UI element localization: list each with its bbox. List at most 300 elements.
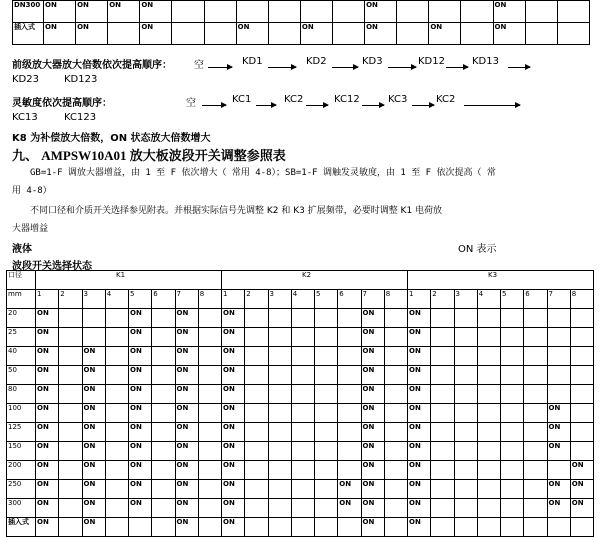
switch-state-cell: ON <box>222 347 245 366</box>
switch-state-cell <box>477 366 500 385</box>
table-row <box>7 442 594 461</box>
switch-state-cell <box>454 518 477 537</box>
table-cell: ON <box>76 23 108 45</box>
table-row <box>7 404 594 423</box>
switch-state-cell <box>384 442 407 461</box>
switch-state-cell <box>501 309 524 328</box>
gb-note-line2: 用 4-8） <box>12 186 52 196</box>
switch-state-cell <box>501 461 524 480</box>
amp-order-item-1: KD1 <box>242 56 263 67</box>
table-row <box>7 385 594 404</box>
switch-state-cell <box>338 404 361 423</box>
band-label: 波段开关选择状态 <box>12 261 92 272</box>
switch-state-cell <box>384 423 407 442</box>
switch-state-cell: ON <box>222 461 245 480</box>
table-cell <box>300 1 332 23</box>
switch-state-cell <box>198 347 221 366</box>
switch-state-cell <box>291 480 314 499</box>
switch-state-cell: ON <box>36 480 59 499</box>
table-row <box>7 423 594 442</box>
switch-state-cell: ON <box>361 347 384 366</box>
arrow-icon <box>268 67 296 68</box>
switch-state-cell <box>315 423 338 442</box>
size-cell: 125 <box>7 423 36 442</box>
switch-state-cell <box>431 366 454 385</box>
switch-state-cell: ON <box>408 366 431 385</box>
switch-state-cell: ON <box>175 328 198 347</box>
switch-state-cell <box>291 461 314 480</box>
switch-state-cell <box>431 309 454 328</box>
table-cell <box>172 23 204 45</box>
switch-state-cell: ON <box>82 480 105 499</box>
switch-number-cell: 5 <box>501 290 524 309</box>
switch-state-cell: ON <box>361 404 384 423</box>
sens-order-item-6: KC13 <box>12 112 38 123</box>
switch-state-cell: ON <box>36 461 59 480</box>
switch-number-cell: 8 <box>198 290 221 309</box>
switch-state-cell <box>524 423 547 442</box>
switch-state-cell: ON <box>82 461 105 480</box>
switch-state-cell: ON <box>175 461 198 480</box>
switch-state-cell <box>105 404 128 423</box>
switch-state-cell <box>524 347 547 366</box>
switch-state-cell <box>524 480 547 499</box>
switch-state-cell <box>129 518 152 537</box>
liquid-label: 液体 <box>12 244 32 255</box>
arrow-icon <box>256 105 276 106</box>
switch-state-cell <box>152 347 175 366</box>
table-cell: ON <box>140 1 172 23</box>
switch-number-cell: 7 <box>175 290 198 309</box>
switch-state-cell <box>431 480 454 499</box>
switch-number-cell: 1 <box>36 290 59 309</box>
switch-number-cell: 1 <box>222 290 245 309</box>
col-header-k1: K1 <box>36 271 222 290</box>
switch-state-cell <box>198 499 221 518</box>
switch-state-cell <box>315 461 338 480</box>
switch-state-cell <box>570 385 593 404</box>
switch-number-cell: 3 <box>82 290 105 309</box>
switch-state-cell: ON <box>129 461 152 480</box>
table-cell <box>268 23 300 45</box>
switch-state-cell <box>59 480 82 499</box>
switch-state-cell <box>268 328 291 347</box>
section-title: 九、 AMPSW10A01 放大板波段开关调整参照表 <box>12 148 286 163</box>
switch-state-cell <box>291 404 314 423</box>
switch-state-cell <box>501 404 524 423</box>
switch-number-cell: 7 <box>361 290 384 309</box>
table-cell <box>397 23 429 45</box>
table-cell: ON <box>44 23 76 45</box>
switch-state-cell: ON <box>82 442 105 461</box>
switch-state-cell <box>524 309 547 328</box>
switch-state-cell <box>384 309 407 328</box>
switch-state-cell: ON <box>361 328 384 347</box>
table-row <box>7 347 594 366</box>
switch-number-cell: 7 <box>547 290 570 309</box>
switch-number-cell: 5 <box>315 290 338 309</box>
switch-state-cell <box>198 309 221 328</box>
switch-state-cell <box>570 404 593 423</box>
switch-state-cell <box>105 480 128 499</box>
switch-state-cell: ON <box>408 328 431 347</box>
switch-state-cell: ON <box>175 347 198 366</box>
switch-state-cell <box>570 442 593 461</box>
amp-order-item-6: KD23 <box>12 74 39 85</box>
k8-note: K8 为补偿放大倍数，ON 状态放大倍数增大 <box>12 133 211 144</box>
switch-state-cell <box>59 442 82 461</box>
table-row <box>7 309 594 328</box>
switch-state-cell <box>524 328 547 347</box>
switch-state-cell: ON <box>82 366 105 385</box>
top-switch-table <box>12 0 590 45</box>
switch-state-cell <box>384 404 407 423</box>
switch-state-cell: ON <box>175 423 198 442</box>
amp-order-item-7: KD123 <box>64 74 98 85</box>
switch-state-cell <box>477 328 500 347</box>
switch-state-cell <box>105 442 128 461</box>
switch-state-cell: ON <box>129 404 152 423</box>
switch-state-cell: ON <box>408 423 431 442</box>
arrow-icon <box>202 105 226 106</box>
switch-state-cell <box>59 461 82 480</box>
switch-state-cell <box>59 347 82 366</box>
switch-state-cell <box>59 423 82 442</box>
table-cell: ON <box>140 23 172 45</box>
switch-state-cell <box>268 404 291 423</box>
switch-state-cell: ON <box>129 328 152 347</box>
switch-state-cell: ON <box>222 309 245 328</box>
table-row <box>13 23 590 45</box>
switch-state-cell <box>315 518 338 537</box>
switch-state-cell: ON <box>175 404 198 423</box>
amp-order-item-5: KD13 <box>472 56 499 67</box>
amp-order-item-0: 空 <box>194 60 204 71</box>
switch-state-cell: ON <box>129 499 152 518</box>
switch-state-cell <box>105 461 128 480</box>
switch-state-cell: ON <box>36 499 59 518</box>
switch-state-cell <box>315 385 338 404</box>
table-cell <box>429 1 461 23</box>
switch-state-cell <box>454 366 477 385</box>
switch-state-cell: ON <box>129 442 152 461</box>
switch-state-cell: ON <box>361 518 384 537</box>
switch-state-cell <box>268 385 291 404</box>
switch-state-cell <box>105 328 128 347</box>
switch-state-cell <box>315 366 338 385</box>
switch-state-cell: ON <box>408 309 431 328</box>
switch-state-cell <box>384 328 407 347</box>
switch-state-cell: ON <box>175 309 198 328</box>
switch-state-cell: ON <box>547 423 570 442</box>
table-cell <box>204 1 236 23</box>
switch-state-cell: ON <box>361 385 384 404</box>
switch-state-cell <box>570 328 593 347</box>
switch-state-cell: ON <box>338 499 361 518</box>
switch-state-cell <box>291 518 314 537</box>
switch-state-cell: ON <box>361 461 384 480</box>
size-cell: 20 <box>7 309 36 328</box>
table-cell <box>268 1 300 23</box>
switch-state-cell: ON <box>547 404 570 423</box>
switch-state-cell <box>477 442 500 461</box>
switch-state-cell <box>245 442 268 461</box>
switch-state-cell: ON <box>547 480 570 499</box>
switch-state-cell <box>501 423 524 442</box>
switch-state-cell <box>454 347 477 366</box>
switch-state-cell: ON <box>36 347 59 366</box>
switch-state-cell <box>152 461 175 480</box>
switch-state-cell <box>245 404 268 423</box>
switch-state-cell <box>198 385 221 404</box>
size-cell: 150 <box>7 442 36 461</box>
switch-state-cell <box>82 328 105 347</box>
switch-state-cell <box>152 309 175 328</box>
switch-number-cell: 2 <box>431 290 454 309</box>
size-cell: 80 <box>7 385 36 404</box>
switch-state-cell <box>291 366 314 385</box>
table-cell <box>172 1 204 23</box>
switch-state-cell <box>338 309 361 328</box>
size-cell: 50 <box>7 366 36 385</box>
switch-number-cell: 4 <box>291 290 314 309</box>
switch-state-cell: ON <box>82 423 105 442</box>
switch-state-cell <box>152 423 175 442</box>
switch-state-cell <box>547 461 570 480</box>
switch-number-cell: 4 <box>105 290 128 309</box>
switch-state-cell <box>338 442 361 461</box>
unit-cell: mm <box>7 290 36 309</box>
switch-state-cell <box>152 442 175 461</box>
switch-state-cell <box>59 385 82 404</box>
switch-state-cell <box>431 461 454 480</box>
switch-state-cell <box>245 461 268 480</box>
switch-state-cell: ON <box>222 480 245 499</box>
switch-state-cell: ON <box>129 347 152 366</box>
switch-state-cell: ON <box>222 423 245 442</box>
switch-state-cell: ON <box>222 328 245 347</box>
switch-state-cell <box>501 347 524 366</box>
size-cell: 40 <box>7 347 36 366</box>
table-cell <box>557 1 589 23</box>
switch-state-cell <box>524 404 547 423</box>
switch-state-cell <box>82 309 105 328</box>
arrow-icon <box>388 67 416 68</box>
switch-state-cell <box>570 366 593 385</box>
switch-state-cell <box>291 499 314 518</box>
switch-state-cell: ON <box>361 366 384 385</box>
switch-state-cell <box>384 480 407 499</box>
switch-state-cell <box>338 423 361 442</box>
size-cell: 25 <box>7 328 36 347</box>
switch-number-cell: 6 <box>152 290 175 309</box>
switch-state-cell <box>338 366 361 385</box>
switch-state-cell: ON <box>361 480 384 499</box>
switch-state-cell <box>198 328 221 347</box>
switch-state-cell: ON <box>408 442 431 461</box>
table-cell <box>525 1 557 23</box>
switch-state-cell <box>268 309 291 328</box>
switch-state-cell: ON <box>338 480 361 499</box>
switch-state-cell <box>59 328 82 347</box>
switch-state-cell <box>384 347 407 366</box>
switch-state-cell <box>198 480 221 499</box>
amp-order-item-3: KD3 <box>362 56 383 67</box>
switch-state-cell <box>105 347 128 366</box>
switch-state-cell <box>477 385 500 404</box>
switch-state-cell <box>59 309 82 328</box>
switch-state-cell: ON <box>175 385 198 404</box>
switch-state-cell: ON <box>129 480 152 499</box>
sens-order-item-5: KC2 <box>436 94 456 105</box>
switch-state-cell: ON <box>222 518 245 537</box>
table-cell: ON <box>76 1 108 23</box>
table-cell: ON <box>365 23 397 45</box>
switch-state-cell <box>524 461 547 480</box>
switch-state-cell <box>477 404 500 423</box>
switch-state-cell <box>501 328 524 347</box>
table-row <box>7 461 594 480</box>
switch-state-cell <box>477 461 500 480</box>
sens-order-item-4: KC3 <box>388 94 408 105</box>
table-row <box>7 518 594 537</box>
switch-state-cell: ON <box>361 499 384 518</box>
switch-state-cell <box>454 423 477 442</box>
switch-number-cell: 5 <box>129 290 152 309</box>
switch-state-cell: ON <box>408 347 431 366</box>
switch-state-cell <box>547 328 570 347</box>
switch-state-cell <box>384 385 407 404</box>
switch-state-cell <box>245 347 268 366</box>
switch-state-cell: ON <box>129 309 152 328</box>
switch-state-cell <box>315 404 338 423</box>
row-label-cell: DN300 <box>13 1 44 23</box>
table-cell: ON <box>108 1 140 23</box>
switch-state-cell <box>105 385 128 404</box>
size-cell: 100 <box>7 404 36 423</box>
switch-state-cell: ON <box>175 442 198 461</box>
switch-state-cell <box>105 499 128 518</box>
sens-order-item-1: KC1 <box>232 94 252 105</box>
switch-state-cell <box>570 518 593 537</box>
switch-state-cell <box>384 366 407 385</box>
switch-state-cell <box>315 347 338 366</box>
switch-state-cell <box>454 328 477 347</box>
switch-state-cell <box>152 518 175 537</box>
switch-number-cell: 3 <box>268 290 291 309</box>
switch-state-cell: ON <box>36 404 59 423</box>
switch-state-cell <box>291 423 314 442</box>
arrow-icon <box>464 105 520 106</box>
sens-order-item-2: KC2 <box>284 94 304 105</box>
switch-state-cell <box>245 423 268 442</box>
sens-order-item-7: KC123 <box>64 112 97 123</box>
switch-state-cell: ON <box>361 442 384 461</box>
switch-state-cell <box>152 385 175 404</box>
switch-state-cell: ON <box>408 404 431 423</box>
col-header-size: 口径 <box>7 271 36 290</box>
switch-state-cell <box>268 366 291 385</box>
switch-state-cell: ON <box>36 442 59 461</box>
size-cell: 250 <box>7 480 36 499</box>
switch-state-cell <box>315 499 338 518</box>
sens-order-item-3: KC12 <box>334 94 360 105</box>
table-row <box>7 499 594 518</box>
switch-state-cell <box>152 499 175 518</box>
diff-note-line2: 大器增益 <box>12 224 49 234</box>
switch-state-cell: ON <box>129 423 152 442</box>
switch-state-cell <box>524 442 547 461</box>
col-header-k3: K3 <box>408 271 594 290</box>
switch-state-cell <box>501 442 524 461</box>
switch-state-cell: ON <box>82 518 105 537</box>
switch-state-cell <box>454 309 477 328</box>
switch-number-cell: 8 <box>570 290 593 309</box>
switch-state-cell <box>547 347 570 366</box>
switch-state-cell <box>454 442 477 461</box>
switch-state-cell <box>315 480 338 499</box>
row-label-cell: 插入式 <box>13 23 44 45</box>
table-row <box>7 480 594 499</box>
switch-state-cell <box>431 518 454 537</box>
switch-state-cell: ON <box>175 518 198 537</box>
on-label: ON 表示 <box>458 244 497 255</box>
arrow-icon <box>362 105 384 106</box>
switch-state-cell <box>501 518 524 537</box>
switch-state-cell <box>338 518 361 537</box>
switch-state-cell: ON <box>547 442 570 461</box>
switch-state-cell <box>245 328 268 347</box>
switch-state-cell <box>384 499 407 518</box>
switch-state-cell <box>268 499 291 518</box>
arrow-icon <box>508 67 530 68</box>
switch-state-cell: ON <box>82 385 105 404</box>
table-cell: ON <box>493 1 525 23</box>
switch-number-cell: 6 <box>338 290 361 309</box>
sens-order-item-0: 空 <box>186 98 196 109</box>
switch-state-cell <box>524 499 547 518</box>
switch-state-cell <box>338 385 361 404</box>
switch-state-cell: ON <box>36 518 59 537</box>
switch-state-cell <box>384 518 407 537</box>
switch-state-cell <box>152 404 175 423</box>
table-header-row <box>7 290 594 309</box>
switch-state-cell <box>198 461 221 480</box>
table-cell: ON <box>236 23 268 45</box>
sens-order-label: 灵敏度依次提高顺序： <box>12 98 112 109</box>
switch-state-cell: ON <box>408 461 431 480</box>
switch-state-cell <box>338 347 361 366</box>
switch-state-cell: ON <box>408 480 431 499</box>
switch-state-cell <box>268 347 291 366</box>
switch-state-cell <box>291 385 314 404</box>
arrow-icon <box>412 105 434 106</box>
switch-state-cell <box>477 499 500 518</box>
gb-note-line1: GB=1-F 调放大器增益，由 1 至 F 依次增大（ 常用 4-8）；SB=1-F 调触发灵敏度，由 1 至 F 依次提高（ 常 <box>30 168 496 178</box>
switch-state-cell: ON <box>222 442 245 461</box>
switch-state-cell <box>431 423 454 442</box>
switch-state-cell <box>291 347 314 366</box>
table-cell: ON <box>429 23 461 45</box>
table-cell: ON <box>493 23 525 45</box>
amp-order-item-4: KD12 <box>418 56 445 67</box>
switch-state-cell: ON <box>408 385 431 404</box>
table-row <box>13 1 590 23</box>
switch-state-cell <box>105 423 128 442</box>
arrow-icon <box>208 67 232 68</box>
switch-state-cell: ON <box>36 385 59 404</box>
switch-state-cell <box>245 499 268 518</box>
